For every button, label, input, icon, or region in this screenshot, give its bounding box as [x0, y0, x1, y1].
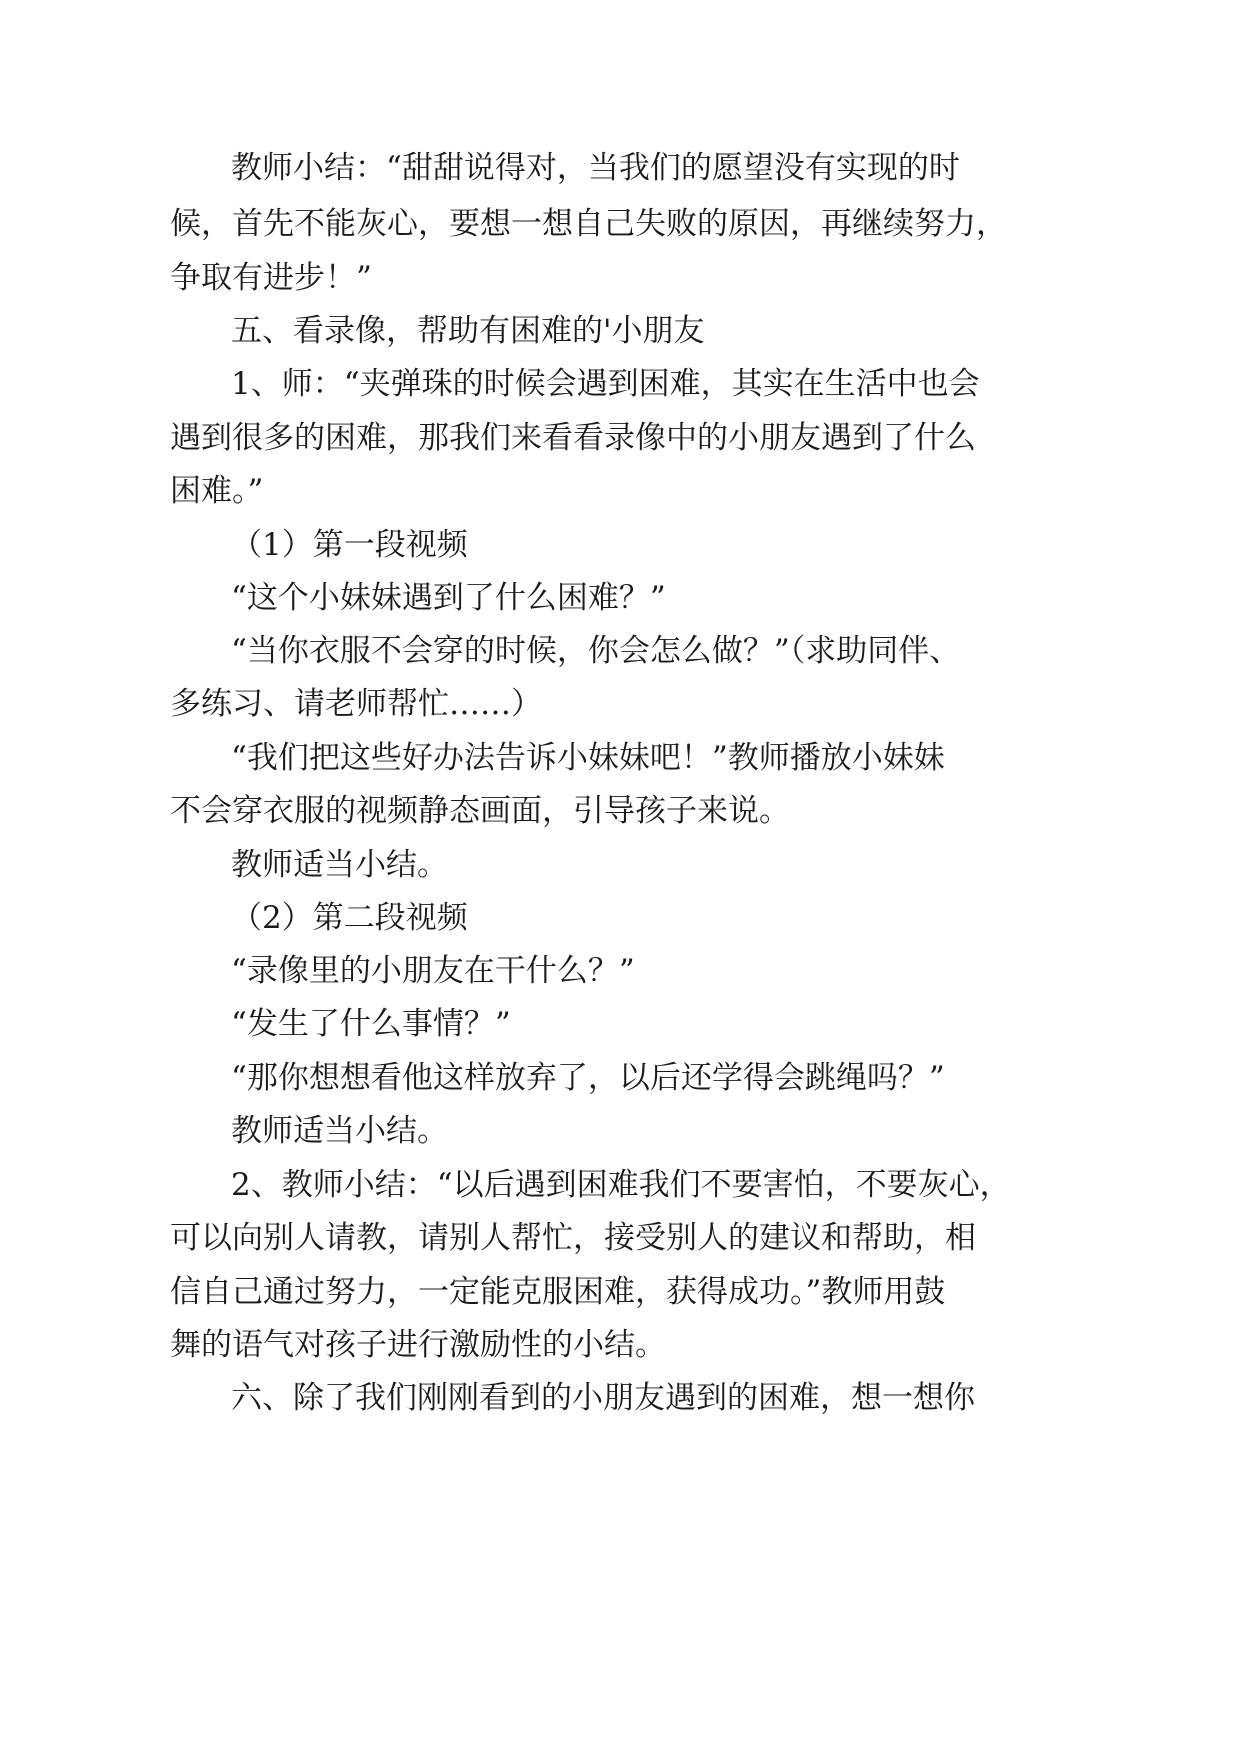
text-line: 教师小结：“甜甜说得对，当我们的愿望没有实现的时: [231, 150, 960, 186]
text-line: 候，首先不能灰心，要想一想自己失败的原因，再继续努力，: [170, 206, 1007, 242]
text-line: “这个小妹妹遇到了什么困难？”: [231, 580, 666, 616]
text-line: 1、师：“夹弹珠的时候会遇到困难，其实在生活中也会: [231, 366, 980, 402]
text-line: 多练习、请老师帮忙……）: [170, 686, 542, 722]
text-line: 争取有进步！”: [170, 260, 372, 296]
text-line: 教师适当小结。: [231, 1113, 448, 1149]
section-heading: 五、看录像，帮助有困难的'小朋友: [231, 313, 705, 349]
text-line: “那你想想看他这样放弃了，以后还学得会跳绳吗？”: [231, 1060, 945, 1096]
text-line: 困难。”: [170, 473, 264, 509]
text-line: 不会穿衣服的视频静态画面，引导孩子来说。: [170, 793, 790, 829]
text-line: “发生了什么事情？”: [231, 1006, 511, 1042]
text-line: “当你衣服不会穿的时候，你会怎么做？”（求助同伴、: [231, 633, 961, 669]
subsection-heading: （2）第二段视频: [231, 900, 468, 936]
section-heading: 六、除了我们刚刚看到的小朋友遇到的困难，想一想你: [231, 1380, 975, 1416]
text-line: 可以向别人请教，请别人帮忙，接受别人的建议和帮助，相: [170, 1220, 976, 1256]
text-line: 舞的语气对孩子进行激励性的小结。: [170, 1327, 666, 1363]
text-line: 信自己通过努力，一定能克服困难，获得成功。”教师用鼓: [170, 1274, 946, 1310]
text-line: 2、教师小结：“以后遇到困难我们不要害怕，不要灰心，: [231, 1167, 1011, 1203]
text-line: 教师适当小结。: [231, 847, 448, 883]
subsection-heading: （1）第一段视频: [231, 527, 468, 563]
text-line: “我们把这些好办法告诉小妹妹吧！”教师播放小妹妹: [231, 740, 945, 776]
text-line: “录像里的小朋友在干什么？”: [231, 953, 635, 989]
text-line: 遇到很多的困难，那我们来看看录像中的小朋友遇到了什么: [170, 420, 976, 456]
